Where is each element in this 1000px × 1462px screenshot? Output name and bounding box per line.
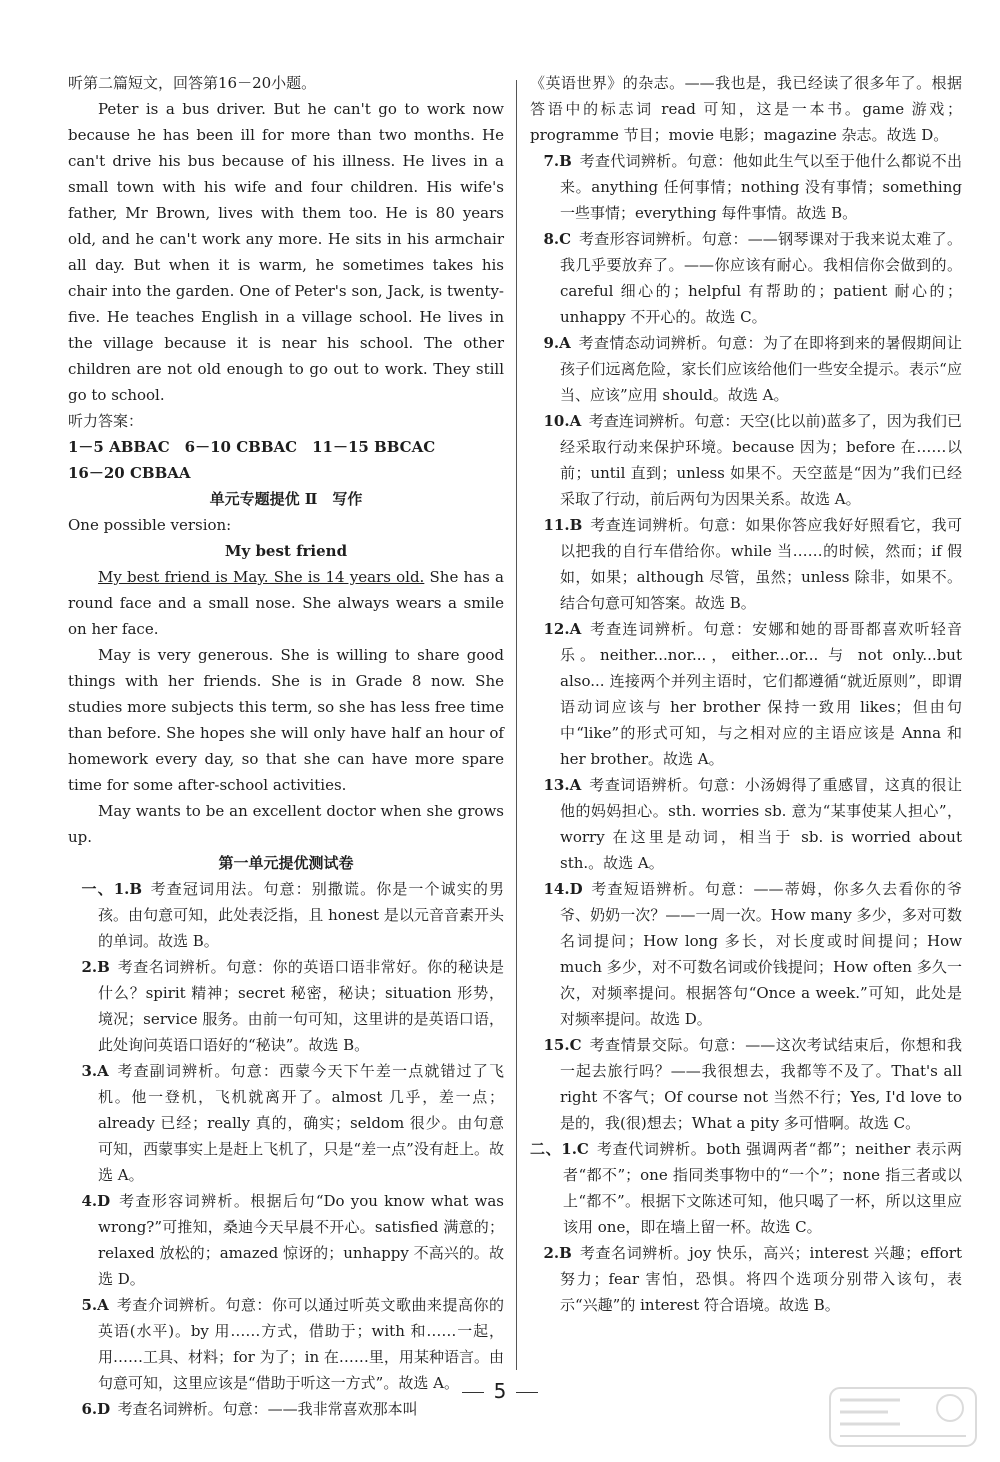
question-number: 5.A — [81, 1296, 109, 1314]
question-number: 8.C — [543, 230, 572, 248]
watermark-logo — [828, 1386, 978, 1448]
question-explanation: 考查名词辨析。句意：——我非常喜欢那本叫 — [117, 1400, 418, 1418]
question-item — [530, 1032, 962, 1136]
question-number: 4.D — [81, 1192, 111, 1210]
question-number: 一、1.B — [81, 880, 143, 898]
question-explanation: 考查代词辨析。句意：他如此生气以至于他什么都说不出来。anything 任何事情；nothing 没有事情；something 一些事情；everything 每件事情。故选 B。 — [560, 152, 962, 222]
left-column — [68, 70, 504, 1422]
question-explanation: 考查短语辨析。句意：——蒂姆，你多久去看你的爷爷、奶奶一次？——一周一次。How many 多少，多对可数名词提问；How long 多长，对长度或时间提问；How much 多少，对不可数名词或价钱提问；How often 多久一次，对频率提问。根据答句“Once a week.”可知，此处是对频率提问。故选 D。 — [560, 880, 962, 1028]
question-explanation: 考查冠词用法。句意：别撒谎。你是一个诚实的男孩。由句意可知，此处表泛指，且 honest 是以元音音素开头的单词。故选 B。 — [98, 880, 504, 950]
question-number: 13.A — [543, 776, 582, 794]
essay-title: My best friend — [224, 542, 348, 560]
question-item — [530, 616, 962, 772]
question-item — [530, 408, 962, 512]
question-number: 12.A — [543, 620, 582, 638]
answers-line-1: 1－5 ABBAC 6－10 CBBAC 11－15 BBCAC — [68, 438, 436, 456]
section-title: 单元专题提优 Ⅱ 写作 — [209, 490, 363, 508]
question-explanation: 考查副词辨析。句意：西蒙今天下午差一点就错过了飞机。他一登机，飞机就离开了。almost 几乎，差一点；already 已经；really 真的，确实；seldom 很少。由句意可知，西蒙事实上是赶上飞机了，只是“差一点”没有赶上。故选 A。 — [98, 1062, 504, 1184]
footer-dash-left — [462, 1392, 484, 1393]
question-number: 6.D — [81, 1400, 111, 1418]
question-number: 2.B — [81, 958, 110, 976]
question-explanation: 考查名词辨析。joy 快乐，高兴；interest 兴趣；effort 努力；fear 害怕，恐惧。将四个选项分别带入该句，表示“兴趣”的 interest 符合语境。故选 B。 — [560, 1244, 962, 1314]
version-label: One possible version: — [68, 516, 232, 534]
question-number: 10.A — [543, 412, 582, 430]
question-explanation: 考查连词辨析。句意：安娜和她的哥哥都喜欢听轻音乐。neither...nor...，either...or... 与 not only...but also... 连接两个并列主语时，它们都遵循“就近原则”，即谓语动词应该与 her brother 保持一致用 likes；但由句中“like”的形式可知，与之相对应的主语应该是 Anna 和 her brother。故选 A。 — [560, 620, 962, 768]
essay-paragraph-3: May wants to be an excellent doctor when she grows up. — [68, 802, 504, 846]
question-explanation: 考查情态动词辨析。句意：为了在即将到来的暑假期间让孩子们远离危险，家长们应该给他们一些安全提示。表示“应当、应该”应用 should。故选 A。 — [560, 334, 962, 404]
column-divider — [516, 80, 517, 1370]
question-number: 11.B — [543, 516, 583, 534]
question-number: 14.D — [543, 880, 583, 898]
question-number: 3.A — [81, 1062, 109, 1080]
question-number: 7.B — [543, 152, 572, 170]
right-items — [530, 148, 962, 1318]
question-explanation: 考查连词辨析。句意：如果你答应我好好照看它，我可以把我的自行车借给你。while 当……的时候，然而；if 假如，如果；although 尽管，虽然；unless 除非，如果不。结合句意可知答案。故选 B。 — [560, 516, 962, 612]
question-item — [530, 1240, 962, 1318]
listening-intro: 听第二篇短文，回答第16－20小题。 — [68, 74, 317, 92]
essay-paragraph-2: May is very generous. She is willing to share good things with her friends. She is in Grade 8 now. She studies more subjects this term, so she has less free time than before. She hopes she will only have half an hour of homework every day, so that she can have more spare time for some after-school activities. — [68, 646, 504, 794]
question-item — [68, 954, 504, 1058]
question-number: 2.B — [543, 1244, 572, 1262]
left-items — [68, 876, 504, 1422]
footer-dash-right — [516, 1392, 538, 1393]
question-item — [530, 330, 962, 408]
question-item — [530, 1136, 962, 1240]
question-item — [530, 226, 962, 330]
question-number: 二、1.C — [530, 1140, 589, 1158]
question-explanation: 考查介词辨析。句意：你可以通过听英文歌曲来提高你的英语(水平)。by 用……方式，借助于；with 和……一起，用……工具、材料；for 为了；in 在……里，用某种语言。由句意可知，这里应该是“借助于听这一方式”。故选 A。 — [98, 1296, 504, 1392]
question-item — [530, 148, 962, 226]
essay-p1-rest: She has a round face and a small nose. She always wears a smile on her face. — [68, 568, 504, 638]
item-6-continued: 《英语世界》的杂志。——我也是，我已经读了很多年了。根据答语中的标志词 read 可知，这是一本书。game 游戏；programme 节目；movie 电影；magazine 杂志。故选 D。 — [530, 74, 962, 144]
question-item — [530, 512, 962, 616]
question-item — [68, 1188, 504, 1292]
answers-line-2: 16－20 CBBAA — [68, 464, 191, 482]
page-number: 5 — [493, 1379, 507, 1403]
question-item — [530, 876, 962, 1032]
question-explanation: 考查形容词辨析。根据后句“Do you know what was wrong?”可推知，桑迪今天早晨不开心。satisfied 满意的；relaxed 放松的；amazed 惊讶的；unhappy 不高兴的。故选 D。 — [98, 1192, 504, 1288]
question-explanation: 考查形容词辨析。句意：——钢琴课对于我来说太难了。我几乎要放弃了。——你应该有耐心。我相信你会做到的。careful 细心的；helpful 有帮助的；patient 耐心的；unhappy 不开心的。故选 C。 — [560, 230, 962, 326]
essay-paragraph-1 — [68, 564, 504, 642]
question-item — [68, 1058, 504, 1188]
question-number: 9.A — [543, 334, 571, 352]
question-item — [68, 876, 504, 954]
listening-passage: Peter is a bus driver. But he can't go to work now because he has been ill for more than two months. He can't drive his bus because of his illness. He lives in a small town with his wife and four children. His wife's father, Mr Brown, lives with them too. He is 80 years old, and he can't work any more. He sits in his armchair all day. But when it is warm, he sometimes takes his chair into the garden. One of Peter's son, Jack, is twenty-five. He teaches English in a village school. He lives in the village because it is near his school. The other children are not old enough to go out to work. They still go to school. — [68, 100, 504, 404]
question-number: 15.C — [543, 1036, 582, 1054]
test-title: 第一单元提优测试卷 — [218, 854, 354, 872]
question-explanation: 考查情景交际。句意：——这次考试结束后，你想和我一起去旅行吗？——我很想去，我都等不及了。That's all right 不客气；Of course not 当然不行；Yes, I'd love to 是的，我(很)想去；What a pity 多可惜啊。故选 C。 — [560, 1036, 962, 1132]
question-explanation: 考查词语辨析。句意：小汤姆得了重感冒，这真的很让他的妈妈担心。sth. worries sb. 意为“某事使某人担心”，worry 在这里是动词，相当于 sb. is worried about sth.。故选 A。 — [560, 776, 962, 872]
question-explanation: 考查代词辨析。both 强调两者“都”；neither 表示两者“都不”；one 指同类事物中的“一个”；none 指三者或以上“都不”。根据下文陈述可知，他只喝了一杯，所以这里应该用 one，即在墙上留一杯。故选 C。 — [563, 1140, 962, 1236]
answers-label: 听力答案： — [68, 412, 144, 430]
right-column — [530, 70, 962, 1318]
essay-underlined-sentence: My best friend is May. She is 14 years old. — [98, 568, 425, 586]
question-item — [530, 772, 962, 876]
question-explanation: 考查名词辨析。句意：你的英语口语非常好。你的秘诀是什么？spirit 精神；secret 秘密，秘诀；situation 形势，境况；service 服务。由前一句可知，这里讲的是英语口语，此处询问英语口语好的“秘诀”。故选 B。 — [98, 958, 504, 1054]
question-explanation: 考查连词辨析。句意：天空(比以前)蓝多了，因为我们已经采取行动来保护环境。because 因为；before 在……以前；until 直到；unless 如果不。天空蓝是“因为”我们已经采取了行动，前后两句为因果关系。故选 A。 — [560, 412, 962, 508]
